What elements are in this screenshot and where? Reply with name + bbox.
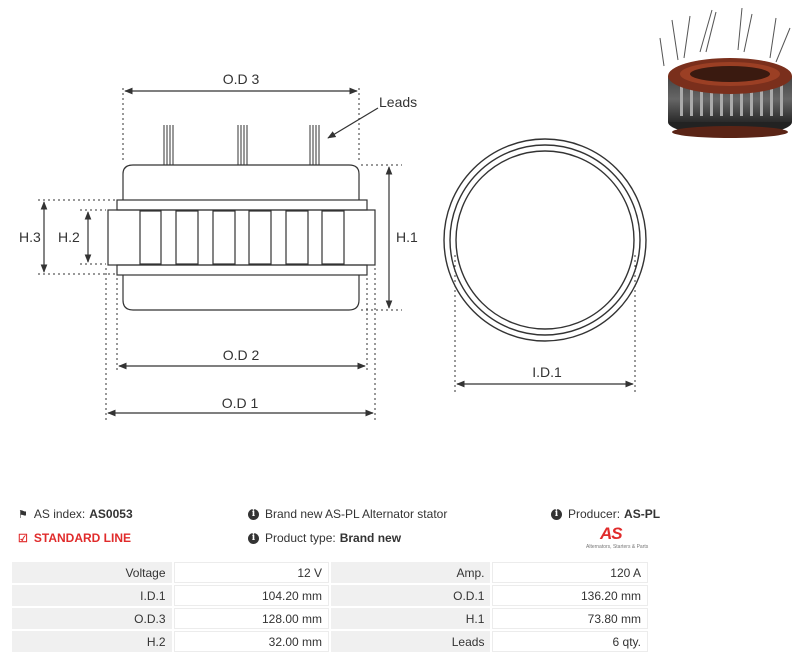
specs-table: [10, 560, 650, 654]
info-icon: i: [248, 509, 259, 520]
producer-label: Producer:: [568, 507, 621, 521]
lead-wires: [164, 125, 319, 165]
producer-value: AS-PL: [624, 507, 661, 521]
product-type-label: Product type:: [265, 531, 336, 545]
info-icon: i: [248, 533, 259, 544]
as-index-label: AS index:: [33, 507, 86, 521]
od1-label: O.D 1: [221, 395, 259, 411]
spec-label: I.D.1: [12, 585, 172, 606]
standard-line-label: STANDARD LINE: [33, 531, 131, 545]
spec-label: Leads: [331, 631, 490, 652]
leads-label: Leads: [379, 94, 418, 110]
spec-label: O.D.1: [331, 585, 490, 606]
spec-label: Amp.: [331, 562, 490, 583]
description-text: Brand new AS-PL Alternator stator: [265, 507, 448, 521]
od3-label: O.D 3: [222, 71, 260, 87]
product-type-line: [248, 531, 401, 545]
spec-value: 120 A: [492, 562, 648, 583]
table-row: [12, 608, 648, 629]
table-row: [12, 562, 648, 583]
info-icon: i: [551, 509, 562, 520]
h1-label: H.1: [396, 229, 418, 245]
spec-value: 6 qty.: [492, 631, 648, 652]
spec-value: 32.00 mm: [174, 631, 330, 652]
table-row: [12, 631, 648, 652]
spec-value: 73.80 mm: [492, 608, 648, 629]
producer-line: [551, 507, 660, 521]
spec-label: O.D.3: [12, 608, 172, 629]
description-line: [248, 507, 447, 521]
spec-value: 136.20 mm: [492, 585, 648, 606]
spec-value: 12 V: [174, 562, 330, 583]
check-square-icon: ☑: [18, 532, 28, 545]
standard-line-badge: [18, 531, 131, 545]
product-type-value: Brand new: [339, 531, 402, 545]
spec-label: H.2: [12, 631, 172, 652]
as-pl-logo: AS Alternators, Starters & Parts: [586, 524, 649, 550]
stator-top-view: [444, 139, 646, 341]
spec-label: Voltage: [12, 562, 172, 583]
as-index-value: AS0053: [89, 507, 133, 521]
h3-label: H.3: [19, 229, 41, 245]
h2-label: H.2: [58, 229, 80, 245]
stator-side-view: [108, 125, 375, 310]
id1-label: I.D.1: [532, 364, 562, 380]
tag-icon: ⚑: [18, 508, 28, 521]
od2-label: O.D 2: [222, 347, 260, 363]
spec-value: 128.00 mm: [174, 608, 330, 629]
table-row: [12, 585, 648, 606]
product-photo: [660, 8, 792, 138]
spec-label: H.1: [331, 608, 490, 629]
spec-value: 104.20 mm: [174, 585, 330, 606]
as-index: [18, 507, 133, 521]
